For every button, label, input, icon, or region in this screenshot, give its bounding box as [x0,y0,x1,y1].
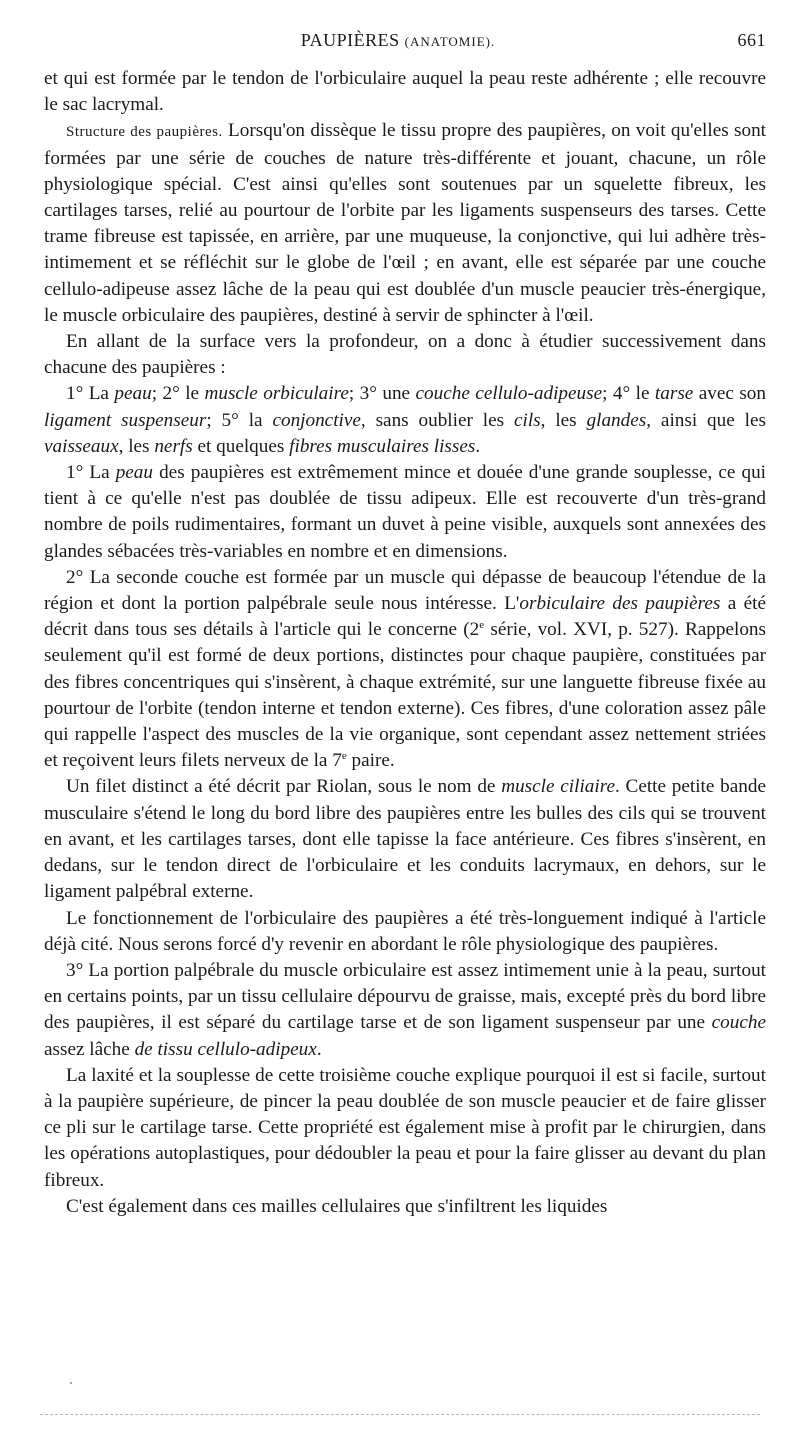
page-number: 661 [737,30,766,50]
text-run: . Cette petite bande musculaire s'étend le long du bord libre des paupières entre les bulles des cils qui se trouvent en avant, et les cartilages tarses, dont elle tapisse la face antérieure. Ces fibres s'insèrent, en dedans, sur le tendon direct de l'orbiculaire et les conduits lacrymaux, en dehors, sur le ligament palpébral externe. [44,776,766,903]
superscript: e [341,750,347,763]
text-run: 2° La seconde couche est formée par un muscle qui dépasse de beaucoup l'étendue de la région et dont la portion palpébrale seule nous intéresse. L' [44,566,766,615]
paragraph: Le fonctionnement de l'orbiculaire des paupières a été très-longuement indiqué à l'article déjà cité. Nous serons forcé d'y revenir en abordant le rôle physiologique des paupières. [44,907,766,955]
text-run: des paupières est extrêmement mince et douée d'une grande souplesse, ce qui tient à ce qu'elle n'est pas doublée de tissu adipeux. Elle est recouverte d'un très-grand nombre de poils rudimentaires, formant un duvet à peine visible, auxquels sont annexées des glandes sébacées très-variables en nombre et en dimensions. [44,462,766,562]
paragraph-text: Lorsqu'on dissèque le tissu propre des paupières, on voit qu'elles sont formées par une série de couches de nature très-différente et jouant, chacune, un rôle physiologique spécial. C'est ainsi qu'elles sont soutenues par un squelette fibreux, les cartilages tarses, relié au pourtour de l'orbite par les ligaments suspenseurs des tarses. Cette trame fibreuse est tapissée, en arrière, par une muqueuse, la conjonctive, qui lui adhère très-intimement et se réfléchit sur le globe de l'œil ; en avant, elle est séparée par une couche cellulo-adipeuse assez lâche de la peau qui est doublée d'un muscle peaucier très-énergique, le muscle orbiculaire des paupières, destiné à servir de sphincter à l'œil. [44,120,766,326]
paragraph: C'est également dans ces mailles cellulaires que s'infiltrent les liquides [66,1195,608,1217]
header-title-text: PAUPIÈRES [300,30,400,50]
paragraph [44,381,766,460]
italic-term: ligament suspenseur [44,409,207,431]
paragraph: et qui est formée par le tendon de l'orbiculaire auquel la peau reste adhérente ; elle recouvre le sac lacrymal. [44,68,766,116]
italic-term: muscle ciliaire [501,776,615,798]
italic-term: muscle orbiculaire [204,383,349,405]
paragraph [44,118,766,329]
speck-mark [70,1382,72,1384]
section-heading: Structure des paupières. [66,124,223,141]
text-run: , sans oublier les [360,409,514,431]
text-run: avec son [693,383,766,405]
paragraph: La laxité et la souplesse de cette troisième couche explique pourquoi il est si facile, surtout à la paupière supérieure, de pincer la peau doublée de son muscle peaucier et de faire glisser ce pli sur le cartilage tarse. Cette propriété est également mise à profit par le chirurgien, dans les opérations autoplastiques, pour dédoubler la peau et pour la faire glisser au devant du plan fibreux. [44,1064,766,1191]
italic-term: fibres musculaires lisses [289,435,476,457]
text-run: 3° La portion palpébrale du muscle orbiculaire est assez intimement unie à la peau, surtout en certains points, par un tissu cellulaire dépourvu de graisse, mais, excepté près du bord libre des paupières, il est séparé du cartilage tarse et de son ligament suspenseur par une [44,959,766,1034]
text-run: paire. [346,750,395,772]
paragraph [44,565,766,775]
italic-term: orbiculaire des paupières [519,593,721,615]
text-run: . [475,435,481,457]
header-title [30,30,766,51]
italic-term: glandes [586,409,647,431]
italic-term: couche cellulo-adipeuse [415,383,603,405]
italic-term: nerfs [154,435,193,457]
header-subtitle: (ANATOMIE). [404,34,496,49]
italic-term: peau [114,383,152,405]
italic-term: couche [711,1012,766,1034]
text-run: ; 4° le [602,383,655,405]
text-run: Un filet distinct a été décrit par Riolan, sous le nom de [66,776,502,798]
text-run: . [316,1038,322,1060]
superscript: e [479,619,485,632]
text-run: ; 2° le [151,383,205,405]
text-run: 1° La [66,462,116,484]
text-run: ; 5° la [206,409,273,431]
text-run: a été décrit dans tous ses détails à l'article qui le concerne (2 [44,593,766,641]
italic-term: peau [115,462,153,484]
italic-term: de tissu cellulo-adipeux [134,1038,317,1060]
italic-term: vaisseaux [44,435,119,457]
text-run: , les [540,409,587,431]
text-run: et quelques [192,435,290,457]
text-run: 1° La [66,383,115,405]
text-run: ; 3° une [348,383,416,405]
text-run: série, vol. XVI, p. 527). Rappelons seulement qu'il est formé de deux portions, distinctes pour chaque paupière, constituées par des fibres concentriques qui s'insèrent, à chaque extrémité, sur une languette fibreuse fixée au pourtour de l'orbite (tendon interne et tendon externe). Ces fibres, d'une coloration assez pâle qui rappelle l'aspect des muscles de la vie organique, sont cependant assez nettement striées et reçoivent leurs filets nerveux de la 7 [44,619,766,772]
running-header [30,30,766,56]
paragraph [44,774,766,905]
italic-term: cils [513,409,541,431]
italic-term: tarse [654,383,694,405]
body-text [44,66,766,1220]
paragraph [44,958,766,1063]
text-run: assez lâche [44,1038,135,1060]
paragraph [44,460,766,565]
italic-term: conjonctive [272,409,361,431]
footer-rule [40,1414,760,1415]
text-run: , les [118,435,155,457]
text-run: , ainsi que les [646,409,766,431]
paragraph: En allant de la surface vers la profondeur, on a donc à étudier successivement dans chacune des paupières : [44,331,766,379]
